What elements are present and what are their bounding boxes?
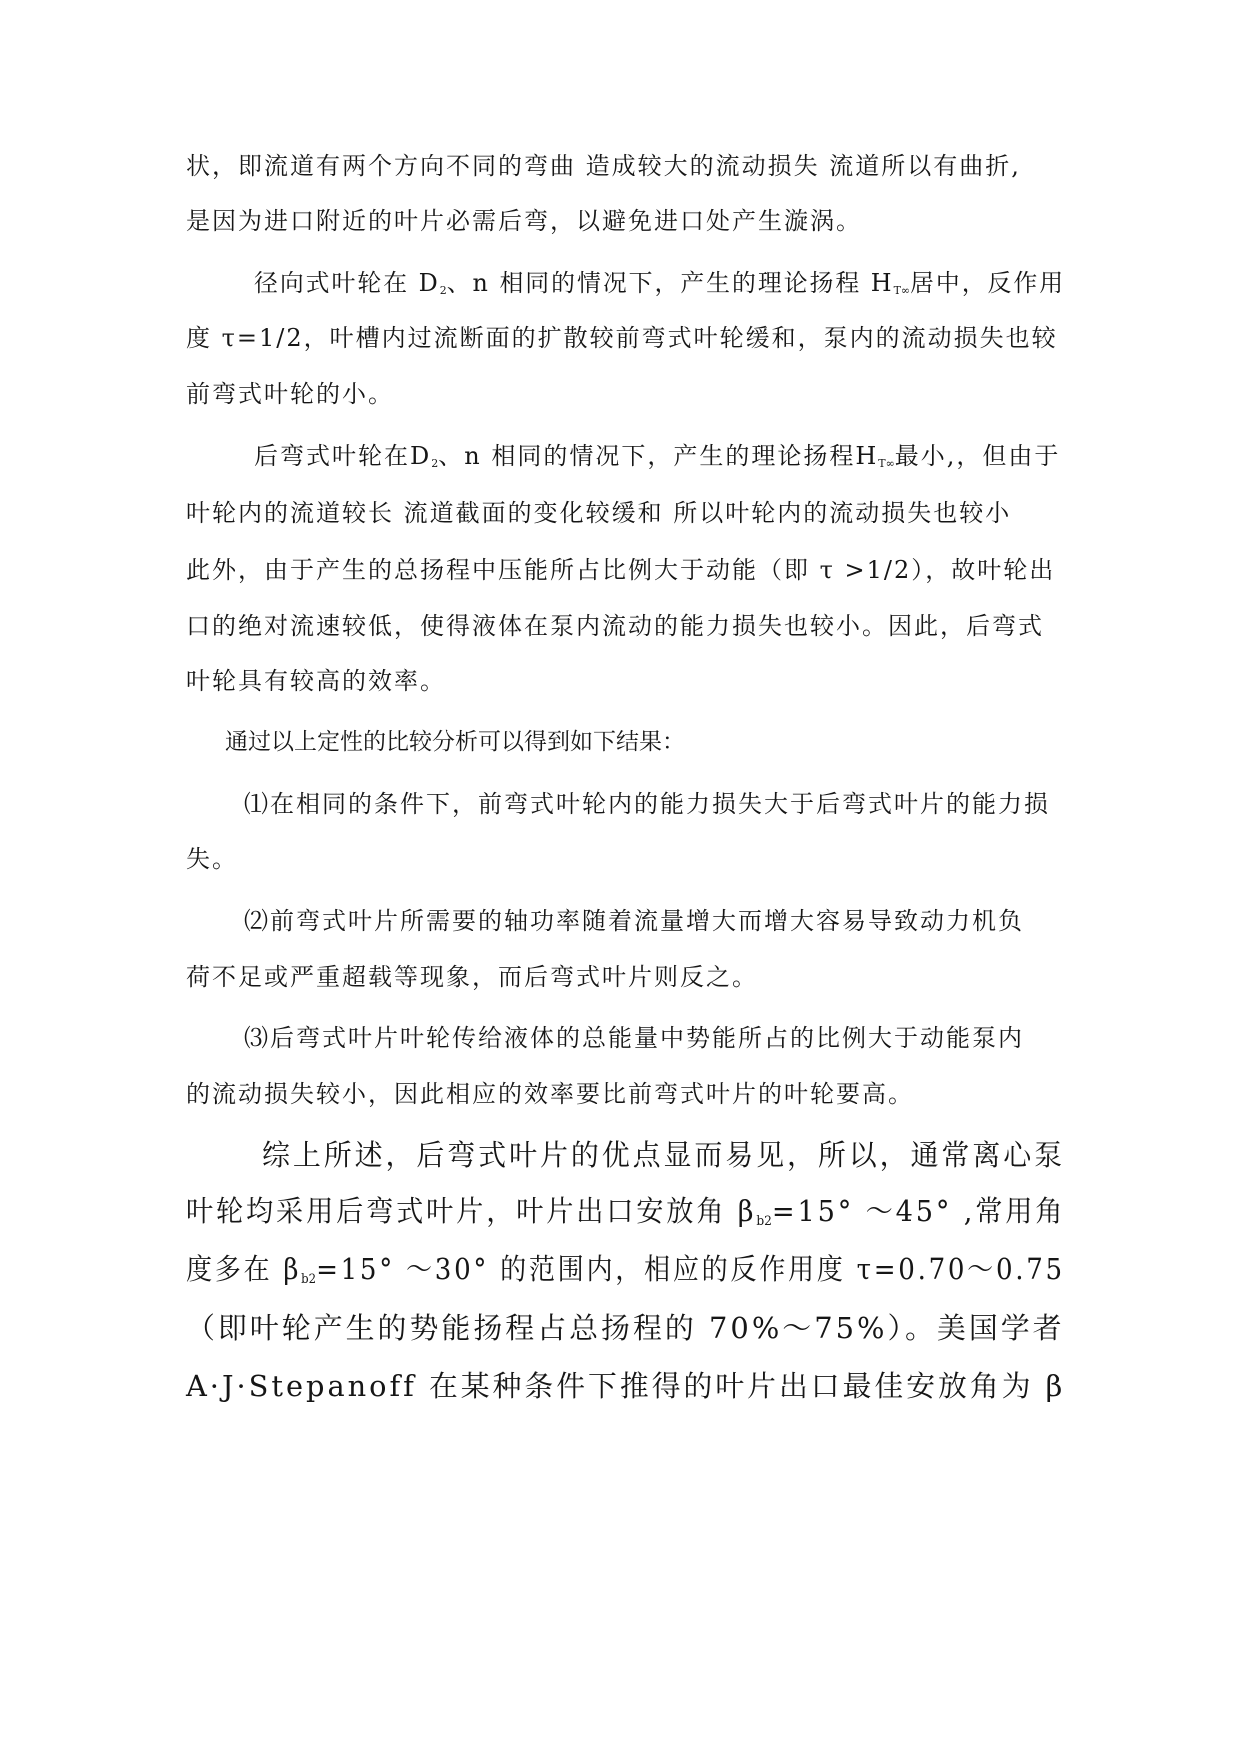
text-run: 后弯式叶轮在D [254,442,432,470]
paragraph-line [254,267,1065,307]
text-run: 、n 相同的情况下，产生的理论扬程 H [446,269,894,297]
list-item-line: ⑶后弯式叶片叶轮传给液体的总能量中势能所占的比例大于动能泵内 [244,1024,1024,1052]
paragraph-line [186,1250,1065,1299]
paragraph-line: 是因为进口附近的叶片必需后弯，以避免进口处产生漩涡。 [186,207,862,235]
paragraph-line: 度 τ=1/2，叶槽内过流断面的扩散较前弯式叶轮缓和，泵内的流动损失也较 [186,324,1058,352]
paragraph-line: 此外，由于产生的总扬程中压能所占比例大于动能（即 τ >1/2），故叶轮出 [186,556,1056,584]
text-run: 居中，反作用 [910,269,1066,297]
paragraph-line [186,1192,1065,1241]
text-run: 度多在 β [186,1252,302,1286]
paragraph-line: 叶轮内的流道较长 流道截面的变化较缓和 所以叶轮内的流动损失也较小 [186,499,1012,527]
subscript: T∞ [893,284,911,297]
text-run: 最小,，但由于 [894,442,1061,470]
paragraph-line: 前弯式叶轮的小。 [186,380,394,408]
paragraph-line: 状，即流道有两个方向不同的弯曲 造成较大的流动损失 流道所以有曲折, [186,152,1021,180]
text-run: =15° ～30° 的范围内，相应的反作用度 τ=0.70～0.75 [316,1252,1065,1286]
text-run: 、n 相同的情况下，产生的理论扬程H [438,442,879,470]
subscript: 2 [431,457,439,470]
list-item-line: 荷不足或严重超载等现象，而后弯式叶片则反之。 [186,963,758,991]
list-item-line: 的流动损失较小，因此相应的效率要比前弯式叶片的叶轮要高。 [186,1080,914,1108]
paragraph-line: 口的绝对流速较低，使得液体在泵内流动的能力损失也较小。因此，后弯式 [186,612,1044,640]
subscript: b2 [756,1214,772,1229]
text-run: 叶轮均采用后弯式叶片，叶片出口安放角 β [186,1194,757,1228]
paragraph-line: A·J·Stepanoff 在某种条件下推得的叶片出口最佳安放角为 β [186,1369,1066,1403]
list-item-line: ⑴在相同的条件下，前弯式叶轮内的能力损失大于后弯式叶片的能力损 [244,790,1050,818]
subscript: b2 [301,1272,317,1287]
text-run: 径向式叶轮在 D [254,269,440,297]
paragraph-line: 综上所述，后弯式叶片的优点显而易见，所以，通常离心泵 [262,1138,1065,1172]
list-item-line: ⑵前弯式叶片所需要的轴功率随着流量增大而增大容易导致动力机负 [244,907,1024,935]
section-heading: 通过以上定性的比较分析可以得到如下结果： [225,729,685,755]
paragraph-line: 叶轮具有较高的效率。 [186,667,446,695]
subscript: T∞ [878,457,895,470]
paragraph-line [254,440,1060,480]
list-item-line: 失。 [186,845,238,873]
paragraph-line: （即叶轮产生的势能扬程占总扬程的 70%～75%）。美国学者 [186,1311,1065,1345]
text-run: =15° ～45° ,常用角 [771,1194,1066,1228]
subscript: 2 [439,284,447,297]
